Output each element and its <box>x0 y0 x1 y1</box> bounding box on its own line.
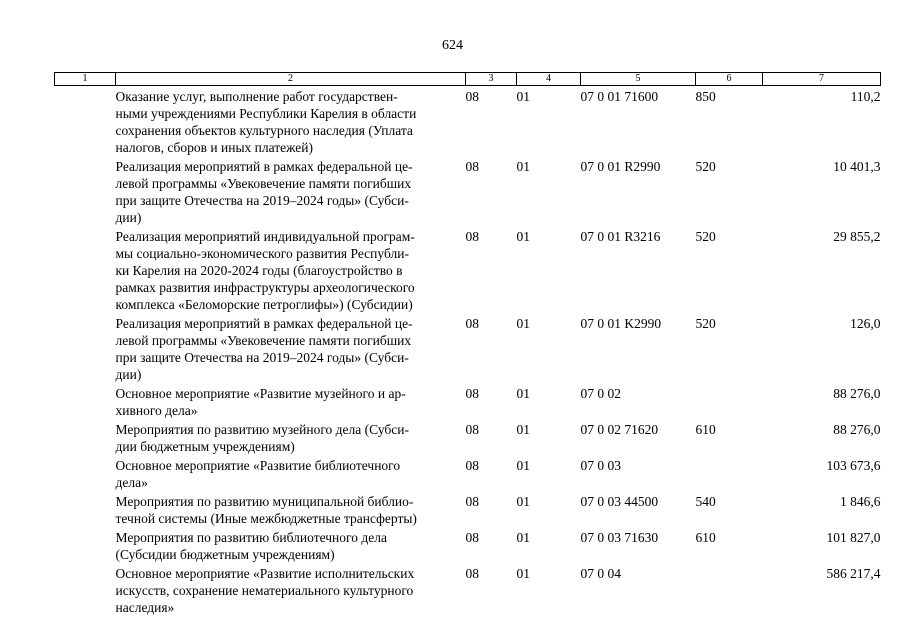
column-header-7: 7 <box>763 73 881 86</box>
cell-subsection: 01 <box>516 316 530 331</box>
budget-table <box>54 72 881 616</box>
cell-expense-type: 520 <box>695 159 716 174</box>
cell-number <box>55 86 116 157</box>
cell-number <box>55 455 116 491</box>
cell-name: Основное мероприятие «Развитие музейного и ар- хивного дела» <box>115 386 406 418</box>
table-row <box>55 383 881 419</box>
cell-amount: 101 827,0 <box>826 530 881 545</box>
cell-number <box>55 527 116 563</box>
cell-expense-type <box>696 563 763 616</box>
cell-amount: 110,2 <box>850 89 881 104</box>
column-header-5: 5 <box>581 73 696 86</box>
cell-expense-type <box>696 455 763 491</box>
cell-target-article: 07 0 01 71600 <box>580 89 659 104</box>
cell-name: Мероприятия по развитию библиотечного дела (Субсидии бюджетным учреждениям) <box>115 530 387 562</box>
cell-subsection: 01 <box>516 458 530 473</box>
cell-target-article: 07 0 03 44500 <box>580 494 659 509</box>
cell-section: 08 <box>465 386 479 401</box>
column-header-4: 4 <box>517 73 581 86</box>
table-row <box>55 455 881 491</box>
cell-target-article: 07 0 01 R3216 <box>580 229 661 244</box>
cell-amount: 29 855,2 <box>833 229 881 244</box>
cell-name: Мероприятия по развитию муниципальной библио- течной системы (Иные межбюджетные трансферты) <box>115 494 417 526</box>
cell-expense-type: 520 <box>695 316 716 331</box>
cell-number <box>55 383 116 419</box>
cell-subsection: 01 <box>516 229 530 244</box>
cell-target-article: 07 0 02 <box>580 386 621 401</box>
table-row <box>55 491 881 527</box>
cell-section: 08 <box>465 316 479 331</box>
cell-expense-type <box>696 383 763 419</box>
cell-name: Основное мероприятие «Развитие исполнительских искусств, сохранение нематериального культурного наследия» <box>115 566 415 615</box>
cell-amount: 126,0 <box>850 316 881 331</box>
cell-expense-type: 610 <box>695 530 716 545</box>
column-header-2: 2 <box>116 73 466 86</box>
cell-number <box>55 491 116 527</box>
cell-expense-type: 850 <box>695 89 716 104</box>
cell-subsection: 01 <box>516 159 530 174</box>
cell-name: Мероприятия по развитию музейного дела (Субси- дии бюджетным учреждениям) <box>115 422 409 454</box>
column-header-3: 3 <box>466 73 517 86</box>
column-header-6: 6 <box>696 73 763 86</box>
table-row <box>55 527 881 563</box>
table-row <box>55 226 881 313</box>
cell-subsection: 01 <box>516 386 530 401</box>
cell-amount: 1 846,6 <box>840 494 881 509</box>
table-body <box>55 86 881 617</box>
table-row <box>55 563 881 616</box>
column-header-1: 1 <box>55 73 116 86</box>
cell-expense-type: 520 <box>695 229 716 244</box>
cell-target-article: 07 0 04 <box>580 566 621 581</box>
cell-number <box>55 313 116 383</box>
cell-target-article: 07 0 03 71630 <box>580 530 659 545</box>
cell-name: Реализация мероприятий в рамках федеральной це- левой программы «Увековечение памяти погибших при защите Отечества на 2019–2024 годы» (Субси- дии) <box>115 159 413 225</box>
cell-number <box>55 226 116 313</box>
cell-section: 08 <box>465 159 479 174</box>
cell-subsection: 01 <box>516 422 530 437</box>
cell-subsection: 01 <box>516 494 530 509</box>
table-row <box>55 313 881 383</box>
cell-amount: 10 401,3 <box>833 159 881 174</box>
cell-section: 08 <box>465 530 479 545</box>
cell-section: 08 <box>465 494 479 509</box>
cell-number <box>55 419 116 455</box>
cell-target-article: 07 0 02 71620 <box>580 422 659 437</box>
cell-expense-type: 610 <box>695 422 716 437</box>
cell-name: Реализация мероприятий в рамках федеральной це- левой программы «Увековечение памяти погибших при защите Отечества на 2019–2024 годы» (Субси- дии) <box>115 316 413 382</box>
cell-section: 08 <box>465 458 479 473</box>
cell-target-article: 07 0 01 K2990 <box>580 316 662 331</box>
cell-name: Основное мероприятие «Развитие библиотечного дела» <box>115 458 401 490</box>
cell-section: 08 <box>465 89 479 104</box>
cell-amount: 88 276,0 <box>833 386 881 401</box>
cell-number <box>55 156 116 226</box>
cell-target-article: 07 0 01 R2990 <box>580 159 661 174</box>
cell-section: 08 <box>465 566 479 581</box>
cell-amount: 88 276,0 <box>833 422 881 437</box>
cell-subsection: 01 <box>516 530 530 545</box>
cell-amount: 586 217,4 <box>826 566 881 581</box>
cell-section: 08 <box>465 229 479 244</box>
cell-section: 08 <box>465 422 479 437</box>
cell-subsection: 01 <box>516 89 530 104</box>
cell-target-article: 07 0 03 <box>580 458 621 473</box>
cell-number <box>55 563 116 616</box>
cell-expense-type: 540 <box>695 494 716 509</box>
cell-amount: 103 673,6 <box>826 458 881 473</box>
table-row <box>55 156 881 226</box>
column-number-row <box>55 73 881 86</box>
cell-name: Реализация мероприятий индивидуальной програм- мы социально-экономического развития Республи- ки Карелия на 2020-2024 годы (благоустройство в рамках развития инфраструктуры археологического комплекса «Беломорские петроглифы») (Субсидии) <box>115 229 415 312</box>
table-row <box>55 86 881 157</box>
cell-name: Оказание услуг, выполнение работ государствен- ными учреждениями Республики Карелия в области сохранения объектов культурного наследия (Уплата налогов, сборов и иных платежей) <box>115 89 417 155</box>
table-row <box>55 419 881 455</box>
cell-subsection: 01 <box>516 566 530 581</box>
page-number: 624 <box>442 38 463 53</box>
